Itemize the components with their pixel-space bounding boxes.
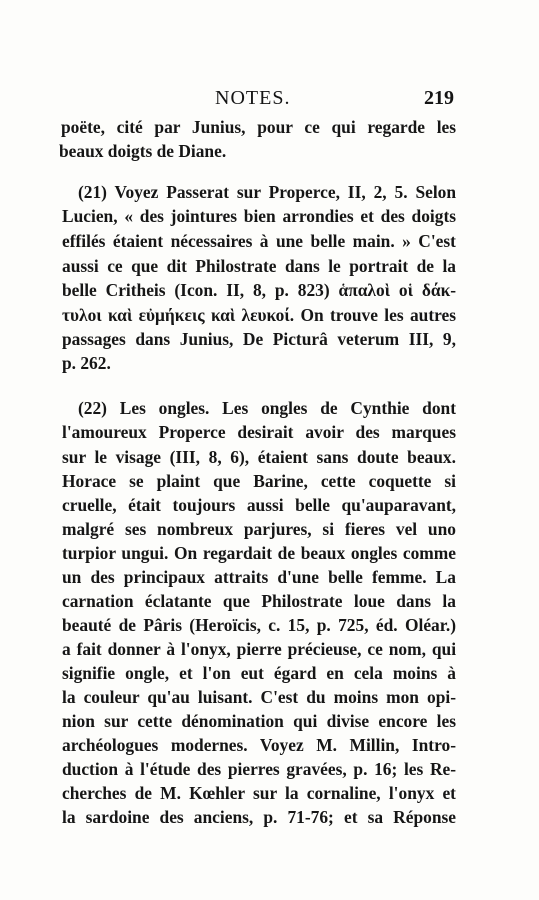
text-line: a fait donner à l'onyx, pierre précieuse, ce nom, qui [62, 639, 457, 659]
text-line: (21) Voyez Passerat sur Properce, II, 2, 5. Selon [78, 182, 457, 202]
text-line: p. 262. [62, 353, 111, 373]
text-line: poëte, cité par Junius, pour ce qui regarde les [61, 117, 457, 137]
text-line: cruelle, était toujours aussi belle qu'auparavant, [62, 495, 457, 515]
text-line: turpior ungui. On regardait de beaux ongles comme [62, 543, 456, 563]
text-line: malgré ses nombreux parjures, si fieres vel uno [62, 519, 456, 539]
text-line: Horace se plaint que Barine, cette coquette si [62, 471, 457, 491]
text-line: un des principaux attraits d'une belle femme. La [62, 567, 456, 587]
text-line: signifie ongle, et l'on eut égard en cela moins à [62, 663, 456, 683]
text-line: l'amoureux Properce desirait avoir des marques [62, 422, 456, 442]
text-line: τυλοι καὶ εὐμήκεις καὶ λευκοί. On trouve les autres [62, 305, 457, 325]
text-line: nion sur cette dénomination qui divise encore les [62, 711, 456, 731]
text-line: la sardoine des anciens, p. 71-76; et sa Réponse [62, 807, 456, 827]
page-number: 219 [424, 87, 454, 109]
text-line: sur le visage (III, 8, 6), étaient sans doute beaux. [62, 447, 456, 467]
text-line: belle Critheis (Icon. II, 8, p. 823) ἁπαλοὶ οἱ δάκ- [62, 280, 457, 300]
text-line: archéologues modernes. Voyez M. Millin, Intro- [62, 735, 456, 755]
page-header [0, 87, 539, 111]
text-line: carnation éclatante que Philostrate loue dans la [62, 591, 456, 611]
text-line: aussi ce que dit Philostrate dans le portrait de la [62, 256, 456, 276]
text-line: beaux doigts de Diane. [59, 141, 227, 161]
text-line: Lucien, « des jointures bien arrondies et des doigts [62, 206, 457, 226]
text-line: la couleur qu'au luisant. C'est du moins mon opi- [62, 687, 457, 707]
text-line: effilés étaient nécessaires à une belle main. » C'est [62, 231, 456, 251]
running-title: NOTES. [215, 87, 291, 109]
text-line: beauté de Pâris (Heroïcis, c. 15, p. 725, éd. Oléar.) [62, 615, 456, 635]
text-line: (22) Les ongles. Les ongles de Cynthie dont [78, 398, 456, 418]
text-line: passages dans Junius, De Picturâ veterum III, 9, [62, 329, 456, 349]
text-line: cherches de M. Kœhler sur la cornaline, l'onyx et [62, 783, 456, 803]
text-line: duction à l'étude des pierres gravées, p. 16; les Re- [62, 759, 457, 779]
